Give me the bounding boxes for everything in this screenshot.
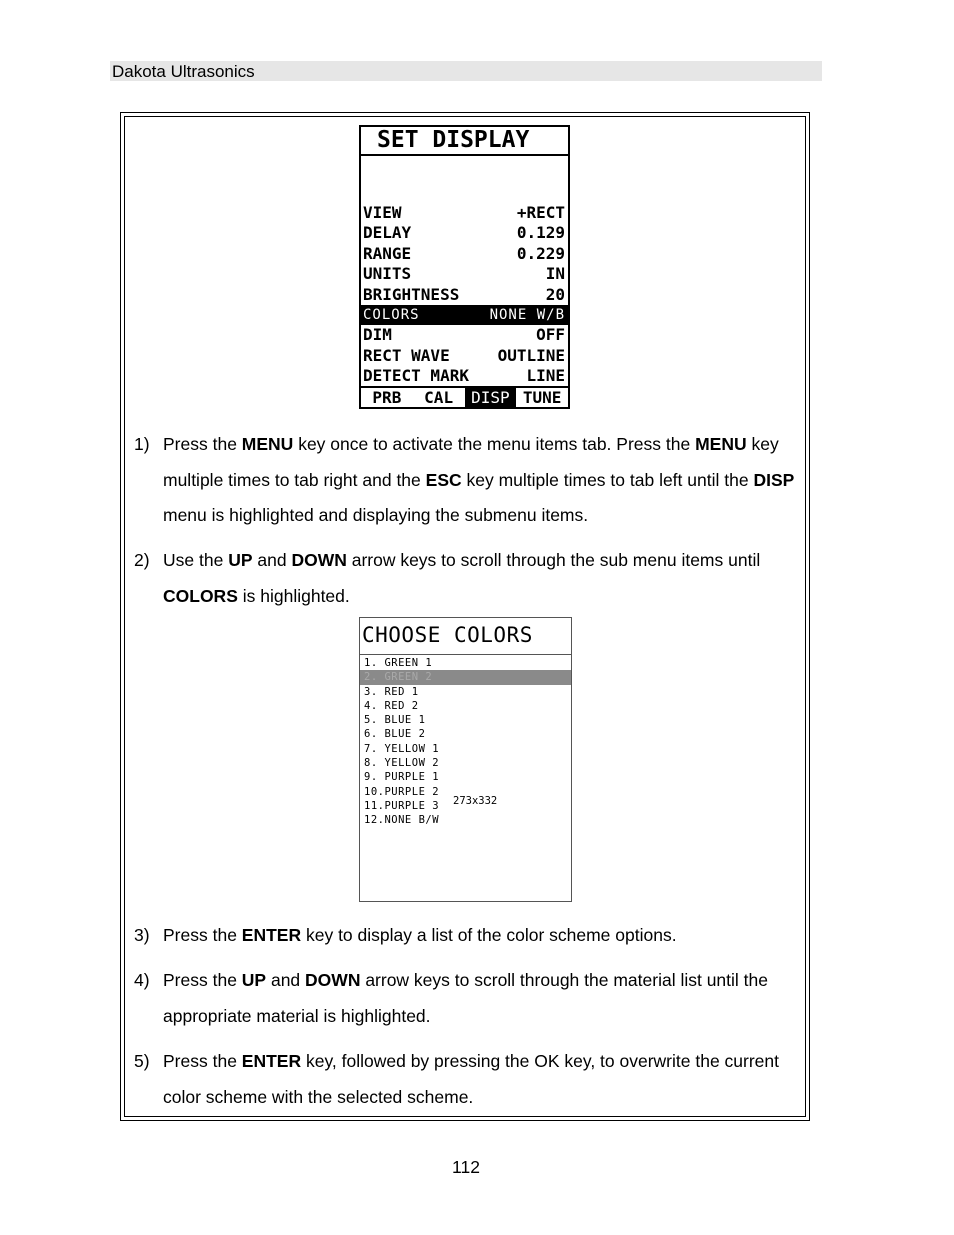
step-text-run: key, followed by pressing the OK key, to overwrite the current color scheme with the selected scheme. — [163, 1051, 780, 1107]
color-list — [360, 656, 571, 828]
menu-row-range — [361, 244, 568, 264]
step-number: 1) — [134, 434, 150, 454]
row-label: COLORS — [363, 306, 420, 323]
row-label: DETECT MARK — [363, 366, 469, 386]
menu-row-detect-mark — [361, 366, 568, 386]
step-text-run: is highlighted. — [237, 585, 350, 606]
set-display-title: SET DISPLAY — [361, 127, 568, 156]
row-label: VIEW — [363, 203, 402, 222]
step-text — [163, 918, 799, 954]
image-size-label: 273x332 — [453, 795, 498, 807]
key-name: ENTER — [241, 925, 302, 945]
menu-row-brightness — [361, 285, 568, 305]
step-number: 5) — [134, 1051, 150, 1071]
row-value: NONE W/B — [489, 306, 565, 323]
choose-colors-title: CHOOSE COLORS — [360, 618, 571, 655]
row-value: 0.229 — [516, 243, 565, 263]
row-label: BRIGHTNESS — [363, 284, 460, 304]
step-text-run: and — [252, 550, 292, 570]
step-text-run: arrow keys to scroll through the sub menu items until — [346, 550, 761, 570]
key-name: DOWN — [291, 550, 347, 570]
step-number: 2) — [134, 550, 150, 570]
tab-prb: PRB — [372, 388, 402, 407]
step-5 — [134, 1044, 799, 1115]
key-name: UP — [241, 970, 267, 990]
step-text-run: Press the — [163, 434, 242, 454]
color-option: 8. YELLOW 2 — [364, 757, 440, 770]
running-header — [110, 61, 822, 81]
color-option: 1. GREEN 1 — [364, 657, 433, 669]
step-text-run: key to display a list of the color scheme options. — [301, 925, 677, 945]
step-text-run: and — [266, 970, 306, 990]
menu-row-view — [361, 203, 568, 223]
color-option: 3. RED 1 — [364, 685, 419, 698]
step-text-run: Press the — [163, 925, 242, 945]
color-option: 6. BLUE 2 — [364, 728, 426, 741]
color-option: 9. PURPLE 1 — [364, 771, 440, 784]
menu-row-rect-wave — [361, 346, 568, 366]
row-label: DIM — [363, 325, 392, 345]
step-1 — [134, 427, 799, 534]
color-option: 11.PURPLE 3 — [364, 799, 440, 812]
step-text-run: Press the — [163, 970, 242, 990]
row-value: 0.129 — [516, 223, 565, 243]
color-option: 5. BLUE 1 — [364, 714, 426, 727]
step-text-run: Press the — [163, 1051, 242, 1071]
menu-tab-bar — [361, 386, 568, 407]
row-label: DELAY — [363, 223, 412, 243]
key-name: UP — [228, 550, 253, 570]
row-value: LINE — [526, 366, 565, 386]
key-name: MENU — [695, 434, 747, 454]
step-text — [163, 963, 799, 1034]
step-text — [163, 1044, 799, 1115]
step-text — [163, 427, 799, 534]
menu-row-colors-highlighted — [361, 305, 568, 325]
tab-tune: TUNE — [522, 388, 562, 407]
key-name: COLORS — [163, 585, 238, 606]
header-title: Dakota Ultrasonics — [112, 62, 255, 81]
key-name: DISP — [753, 469, 795, 490]
step-3 — [134, 918, 799, 954]
step-text — [163, 543, 799, 614]
tab-disp-active: DISP — [465, 388, 517, 407]
key-name: ESC — [425, 469, 462, 490]
color-option: 10.PURPLE 2 — [364, 785, 440, 798]
row-value: OFF — [536, 325, 565, 345]
row-value: +RECT — [516, 203, 565, 222]
step-text-run: Use the — [163, 550, 229, 570]
step-2 — [134, 543, 799, 614]
page-number: 112 — [452, 1157, 480, 1177]
tab-cal: CAL — [424, 388, 454, 407]
key-name: MENU — [241, 434, 294, 454]
step-text-run: key multiple times to tab right and the — [163, 434, 779, 490]
menu-row-dim — [361, 325, 568, 345]
row-label: RANGE — [363, 243, 412, 263]
row-label: UNITS — [363, 264, 412, 284]
color-option: 4. RED 2 — [364, 699, 419, 712]
choose-colors-screen — [359, 617, 572, 902]
row-label: RECT WAVE — [363, 345, 450, 365]
step-number: 4) — [134, 970, 150, 990]
color-option-highlighted: 2. GREEN 2 — [360, 670, 571, 684]
color-option: 12.NONE B/W — [364, 814, 440, 827]
set-display-screen — [359, 125, 570, 409]
step-number: 3) — [134, 925, 150, 945]
step-text-run: key once to activate the menu items tab. Press the — [293, 434, 696, 454]
step-text-run: key multiple times to tab left until the — [461, 469, 754, 490]
set-display-menu — [361, 203, 568, 387]
key-name: ENTER — [241, 1051, 302, 1071]
row-value: 20 — [545, 284, 565, 304]
step-text-run: arrow keys to scroll through the material list until the appropriate material is highlighted. — [163, 970, 768, 1026]
key-name: DOWN — [305, 970, 361, 990]
step-4 — [134, 963, 799, 1034]
menu-row-delay — [361, 223, 568, 243]
row-value: IN — [545, 264, 565, 284]
row-value: OUTLINE — [497, 345, 565, 365]
step-text-run: menu is highlighted and displaying the submenu items. — [163, 505, 589, 525]
menu-row-units — [361, 264, 568, 284]
color-option: 7. YELLOW 1 — [364, 742, 440, 755]
